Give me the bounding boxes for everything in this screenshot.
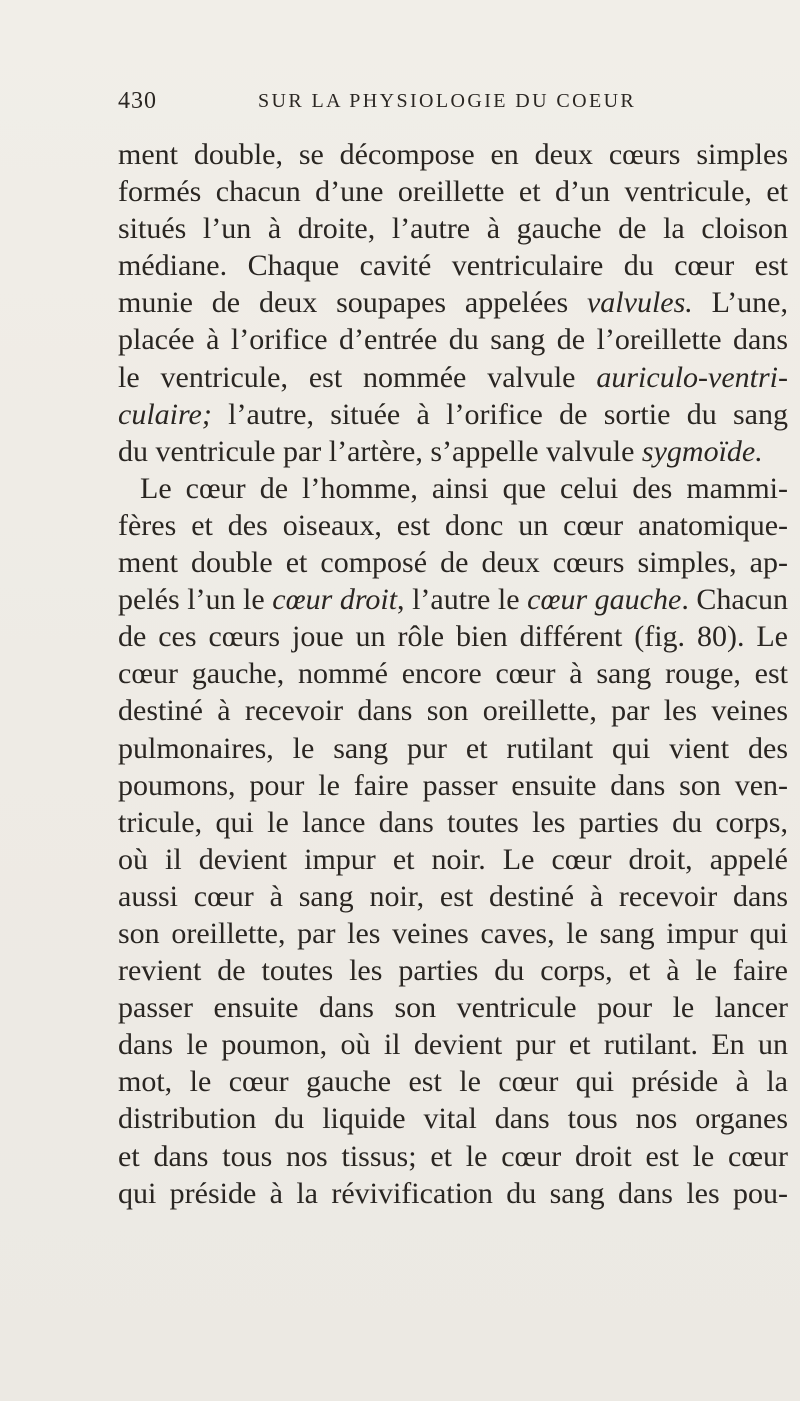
text-line: [118, 247, 788, 284]
text-run: pulmonaires, le sang pur et rutilant qui vient des: [118, 731, 788, 765]
text-run: . Chacun: [681, 583, 788, 617]
text-line: [118, 952, 788, 989]
text-run: destiné à recevoir dans son oreillette, par les veines: [118, 694, 788, 728]
text-run: cœur gauche, nommé encore cœur à sang rouge, est: [118, 657, 788, 691]
text-line: [118, 581, 788, 618]
text-run: du ventricule par l’artère, s’appelle valvule: [118, 434, 642, 468]
text-line: [118, 618, 788, 655]
text-run: son oreillette, par les veines caves, le sang impur qui: [118, 916, 788, 950]
text-run: placée à l’orifice d’entrée du sang de l’oreillette dans: [118, 323, 788, 357]
italic-term: valvules.: [586, 286, 693, 320]
text-run: ment double et composé de deux cœurs simples, ap-: [118, 546, 788, 580]
italic-term: culaire;: [118, 397, 212, 431]
text-run: ment double, se décompose en deux cœurs simples: [118, 138, 788, 171]
text-run: qui préside à la révivification du sang dans les pou-: [118, 1176, 788, 1210]
text-run: distribution du liquide vital dans tous nos organes: [118, 1102, 788, 1136]
text-run: où il devient impur et noir. Le cœur droit, appelé: [118, 842, 788, 876]
italic-term: cœur gauche: [527, 583, 682, 617]
text-run: formés chacun d’une oreillette et d’un ventricule, et: [118, 175, 788, 209]
text-run: munie de deux soupapes appelées: [118, 286, 587, 320]
text-line: [118, 1026, 788, 1063]
italic-term: auriculo-ventri-: [596, 360, 788, 394]
italic-term: sygmoïde.: [641, 434, 763, 468]
text-run: de ces cœurs joue un rôle bien différent (fig. 80). Le: [118, 620, 788, 654]
text-run: aussi cœur à sang noir, est destiné à recevoir dans: [118, 879, 788, 913]
text-run: situés l’un à droite, l’autre à gauche de la cloison: [118, 212, 788, 246]
text-run: passer ensuite dans son ventricule pour le lancer: [118, 991, 788, 1025]
text-line: [118, 767, 788, 804]
text-line: [118, 692, 788, 729]
text-line: [118, 878, 788, 915]
text-run: tricule, qui le lance dans toutes les parties du corps,: [118, 805, 788, 839]
text-line: [118, 655, 788, 692]
text-line: [118, 470, 788, 507]
text-line: [118, 915, 788, 952]
text-run: , l’autre le: [397, 583, 528, 617]
text-line: [118, 507, 788, 544]
text-run: médiane. Chaque cavité ventriculaire du cœur est: [118, 249, 788, 283]
text-run: fères et des oiseaux, est donc un cœur anatomique-: [118, 508, 788, 542]
running-head: SUR LA PHYSIOLOGIE DU COEUR: [258, 90, 637, 112]
text-run: dans le poumon, où il devient pur et rutilant. En un: [118, 1028, 788, 1062]
text-line: [118, 1100, 788, 1137]
body-text: [118, 136, 788, 1212]
text-line: [118, 1175, 788, 1212]
text-line: [118, 433, 788, 470]
italic-term: cœur droit: [272, 583, 398, 617]
text-line: [118, 359, 788, 396]
text-run: revient de toutes les parties du corps, et à le faire: [118, 954, 788, 988]
text-line: [118, 804, 788, 841]
text-run: poumons, pour le faire passer ensuite dans son ven-: [118, 768, 788, 802]
text-run: l’autre, située à l’orifice de sortie du sang: [211, 397, 788, 431]
text-line: [118, 284, 788, 321]
text-run: le ventricule, est nommée valvule: [118, 360, 597, 394]
page-number: 430: [118, 88, 157, 114]
text-line: [118, 210, 788, 247]
text-run: pelés l’un le: [118, 583, 273, 617]
text-line: [118, 1063, 788, 1100]
text-run: mot, le cœur gauche est le cœur qui préside à la: [118, 1065, 788, 1099]
text-line: [118, 321, 788, 358]
text-line: [118, 1138, 788, 1175]
text-run: et dans tous nos tissus; et le cœur droit est le cœur: [118, 1139, 788, 1173]
text-line: [118, 136, 788, 173]
text-run: L’une,: [692, 286, 788, 320]
text-line: [118, 544, 788, 581]
text-line: [118, 173, 788, 210]
text-line: [118, 841, 788, 878]
page-header: [118, 88, 688, 120]
text-line: [118, 396, 788, 433]
text-line: [118, 730, 788, 767]
text-run: Le cœur de l’homme, ainsi que celui des mammi-: [140, 471, 788, 505]
text-line: [118, 989, 788, 1026]
